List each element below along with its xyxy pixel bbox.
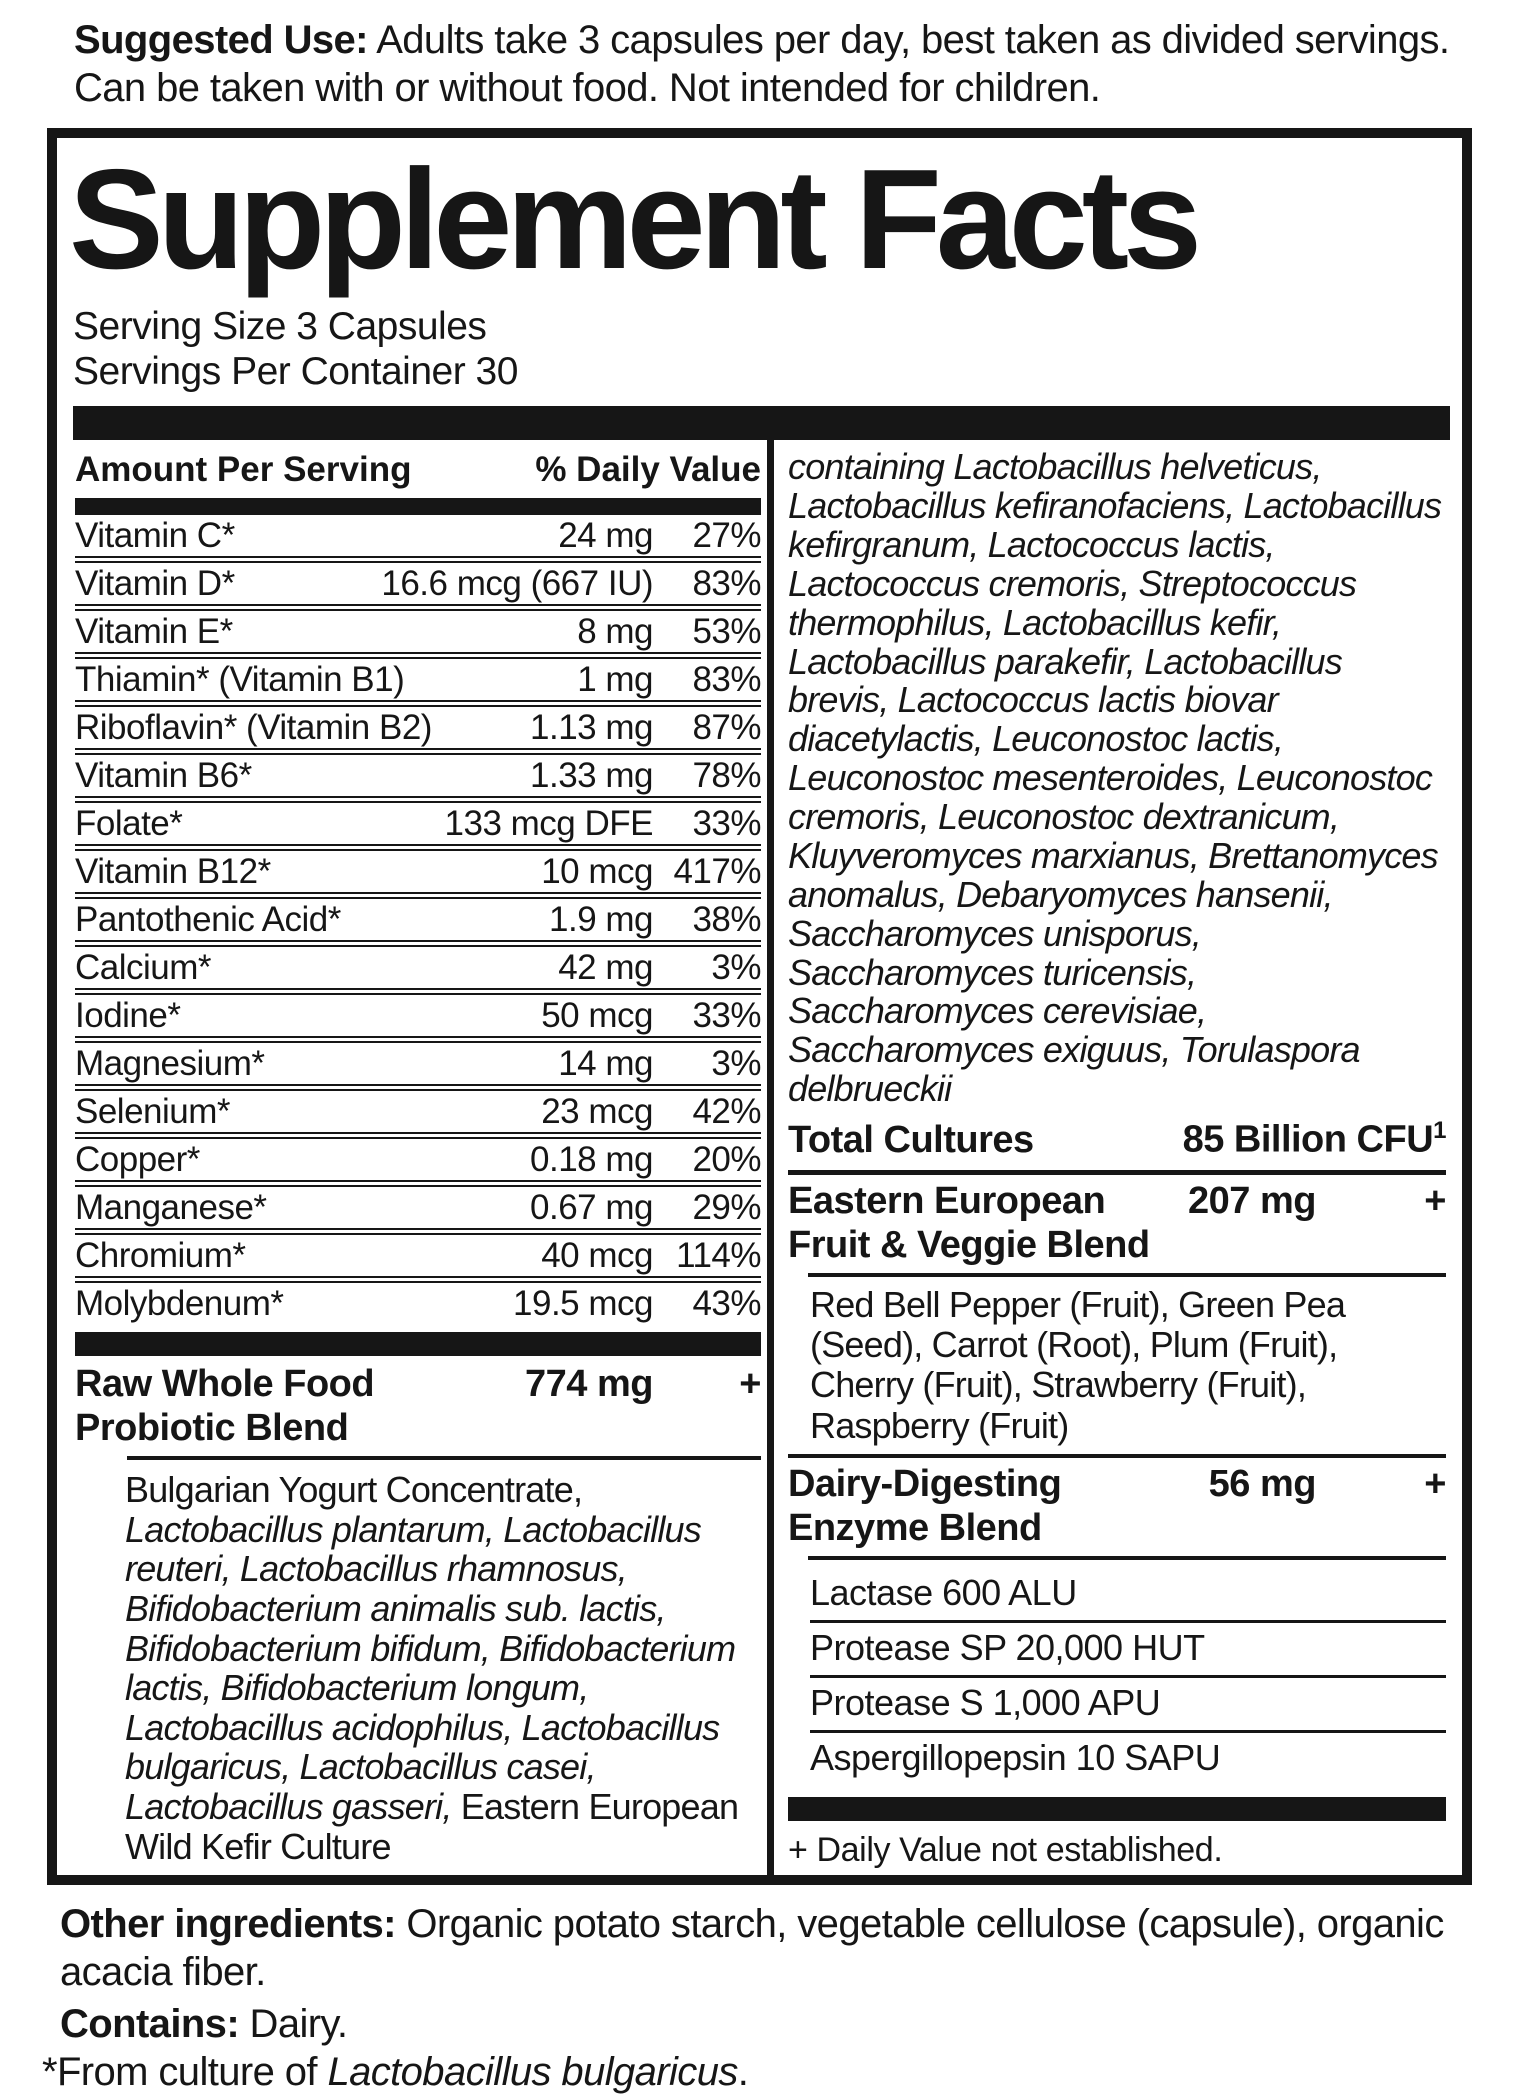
nutrient-name: Iodine* bbox=[75, 996, 181, 1036]
nutrient-row bbox=[75, 851, 761, 892]
nutrient-name: Molybdenum* bbox=[75, 1284, 284, 1324]
nutrient-name: Manganese* bbox=[75, 1188, 267, 1228]
probiotic-blend-dv: + bbox=[739, 1363, 761, 1406]
nutrient-dv: 114% bbox=[676, 1236, 761, 1276]
nutrient-row bbox=[75, 611, 761, 652]
fruit-veggie-blend-name bbox=[788, 1179, 1188, 1267]
culture-footnote bbox=[42, 2050, 748, 2095]
blend-name-line2: Enzyme Blend bbox=[788, 1507, 1042, 1550]
table-header bbox=[75, 440, 761, 498]
nutrient-dv: 83% bbox=[692, 660, 761, 700]
other-ingredients bbox=[60, 1900, 1460, 1996]
blend-underline bbox=[127, 1456, 761, 1460]
nutrient-dv: 29% bbox=[692, 1188, 761, 1228]
nutrient-name: Vitamin E* bbox=[75, 612, 233, 652]
contains-text: Dairy. bbox=[239, 2002, 348, 2046]
blend-name-line1: Eastern European bbox=[788, 1179, 1106, 1222]
amount-per-serving-header: Amount Per Serving bbox=[75, 450, 412, 490]
nutrient-dv: 42% bbox=[692, 1092, 761, 1132]
contains-label: Contains: bbox=[60, 2002, 240, 2046]
nutrient-amount: 1.9 mg bbox=[549, 900, 653, 940]
blend-name-line2: Probiotic Blend bbox=[75, 1407, 349, 1450]
fruit-veggie-ingredients: Red Bell Pepper (Fruit), Green Pea (Seed), Carrot (Root), Plum (Fruit), Cherry (Fruit), Strawberry (Fruit), Raspberry (Fruit) bbox=[810, 1283, 1346, 1446]
nutrient-amount: 0.18 mg bbox=[530, 1140, 653, 1180]
nutrient-name: Vitamin C* bbox=[75, 516, 235, 556]
enzyme-blend-amount: 56 mg bbox=[1208, 1463, 1316, 1506]
total-cultures-row bbox=[788, 1117, 1446, 1162]
probiotic-blend-amount: 774 mg bbox=[525, 1363, 653, 1406]
probiotic-ingredients bbox=[75, 1470, 761, 1866]
row-separator bbox=[75, 892, 761, 899]
row-separator bbox=[75, 556, 761, 563]
row-separator bbox=[75, 1132, 761, 1139]
containing-text: containing Lactobacillus helveticus, Lactobacillus kefiranofaciens, Lactobacillus kefirgranum, Lactococcus lactis, Lactococcus cremoris, Streptococcus thermophilus, Lactobacillus kefir, Lactobacillus parakefir, Lactobacillus brevis, Lactococcus lactis biovar diacetylactis, Leuconostoc lactis, Leuconostoc mesenteroides, Leuconostoc cremoris, Leuconostoc dextranicum, Kluyveromyces marxianus, Brettanomyces anomalus, Debaryomyces hansenii, Saccharomyces unisporus, Saccharomyces turicensis, Saccharomyces cerevisiae, Saccharomyces exiguus, Torulaspora delbrueckii bbox=[788, 446, 1442, 1110]
nutrient-name: Calcium* bbox=[75, 948, 212, 988]
nutrient-dv: 53% bbox=[692, 612, 761, 652]
row-separator bbox=[75, 1084, 761, 1091]
enzyme-item: Lactase 600 ALU bbox=[810, 1572, 1077, 1614]
nutrient-dv: 3% bbox=[711, 948, 761, 988]
fruit-veggie-blend-amount: 207 mg bbox=[1188, 1179, 1316, 1222]
footnote-divider-bar bbox=[788, 1797, 1446, 1821]
row-separator bbox=[75, 604, 761, 611]
total-cultures-rule bbox=[788, 1170, 1446, 1175]
nutrient-row bbox=[75, 707, 761, 748]
enzyme-list bbox=[788, 1568, 1446, 1785]
daily-value-header: % Daily Value bbox=[535, 450, 761, 490]
nutrient-dv: 33% bbox=[692, 996, 761, 1036]
nutrient-amount: 24 mg bbox=[558, 516, 653, 556]
enzyme-item: Aspergillopepsin 10 SAPU bbox=[810, 1737, 1221, 1779]
daily-value-footnote: + Daily Value not established. bbox=[788, 1831, 1223, 1870]
enzyme-blend-name bbox=[788, 1462, 1209, 1550]
nutrient-name: Vitamin B12* bbox=[75, 852, 271, 892]
nutrient-row bbox=[75, 1283, 761, 1324]
nutrient-row bbox=[75, 995, 761, 1036]
culture-footnote-species: Lactobacillus bulgaricus bbox=[327, 2050, 738, 2094]
nutrient-row bbox=[75, 1043, 761, 1084]
nutrient-name: Copper* bbox=[75, 1140, 200, 1180]
row-separator bbox=[75, 796, 761, 803]
nutrient-row bbox=[75, 1187, 761, 1228]
suggested-use bbox=[74, 16, 1524, 112]
row-separator bbox=[75, 988, 761, 995]
row-separator bbox=[75, 1228, 761, 1235]
row-separator bbox=[75, 940, 761, 947]
serving-size: Serving Size 3 Capsules bbox=[73, 304, 487, 348]
nutrient-amount: 42 mg bbox=[558, 948, 653, 988]
thick-divider-bar bbox=[73, 406, 1450, 440]
other-ingredients-label: Other ingredients: bbox=[60, 1902, 396, 1946]
nutrient-amount: 1 mg bbox=[577, 660, 653, 700]
nutrient-row bbox=[75, 659, 761, 700]
other-ingredients-text: Organic potato starch, vegetable cellulose (capsule), organic acacia fiber. bbox=[60, 1902, 1444, 1994]
nutrient-amount: 1.13 mg bbox=[530, 708, 653, 748]
nutrient-row bbox=[75, 899, 761, 940]
nutrient-dv: 38% bbox=[692, 900, 761, 940]
nutrient-amount: 50 mcg bbox=[541, 996, 653, 1036]
blend-divider-bar bbox=[75, 1332, 761, 1356]
enzyme-item: Protease S 1,000 APU bbox=[810, 1682, 1161, 1724]
blend-underline bbox=[808, 1556, 1446, 1560]
nutrient-row bbox=[75, 563, 761, 604]
panel-title: Supplement Facts bbox=[69, 140, 1197, 299]
nutrient-dv: 27% bbox=[692, 516, 761, 556]
probiotic-ingredients-lead: Bulgarian Yogurt Concentrate, bbox=[125, 1469, 583, 1511]
enzyme-blend-dv: + bbox=[1424, 1463, 1446, 1506]
right-column bbox=[767, 440, 1450, 1878]
row-separator bbox=[75, 1180, 761, 1187]
supplement-facts-panel bbox=[47, 128, 1472, 1885]
nutrient-row bbox=[75, 803, 761, 844]
nutrient-amount: 0.67 mg bbox=[530, 1188, 653, 1228]
blend-name-line1: Raw Whole Food bbox=[75, 1363, 375, 1406]
total-cultures-value: 85 Billion CFU$^1$ bbox=[1182, 1117, 1446, 1161]
nutrient-dv: 417% bbox=[673, 852, 761, 892]
nutrient-dv: 43% bbox=[692, 1284, 761, 1324]
nutrient-dv: 33% bbox=[692, 804, 761, 844]
nutrient-dv: 78% bbox=[692, 756, 761, 796]
servings-per-container: Servings Per Container 30 bbox=[73, 349, 518, 393]
nutrient-name: Magnesium* bbox=[75, 1044, 265, 1084]
contains-note bbox=[60, 2002, 347, 2047]
nutrient-amount: 16.6 mcg (667 IU) bbox=[381, 564, 653, 604]
probiotic-blend-header bbox=[75, 1362, 761, 1450]
nutrient-amount: 23 mcg bbox=[541, 1092, 653, 1132]
culture-footnote-suffix: . bbox=[737, 2050, 749, 2094]
nutrient-name: Vitamin B6* bbox=[75, 756, 252, 796]
nutrient-name: Pantothenic Acid* bbox=[75, 900, 341, 940]
nutrient-dv: 87% bbox=[692, 708, 761, 748]
enzyme-blend-header bbox=[788, 1462, 1446, 1550]
row-separator bbox=[75, 652, 761, 659]
nutrient-row bbox=[75, 1139, 761, 1180]
probiotic-ingredients-tail: Eastern European Wild Kefir Culture bbox=[125, 1786, 739, 1867]
nutrient-dv: 83% bbox=[692, 564, 761, 604]
blend-name-line2: Fruit & Veggie Blend bbox=[788, 1223, 1150, 1266]
nutrient-name: Folate* bbox=[75, 804, 183, 844]
nutrient-row bbox=[75, 947, 761, 988]
probiotic-blend-name bbox=[75, 1362, 525, 1450]
total-cultures-label: Total Cultures bbox=[788, 1118, 1034, 1161]
nutrient-row bbox=[75, 755, 761, 796]
culture-footnote-prefix: *From culture of bbox=[42, 2050, 328, 2094]
nutrient-name: Chromium* bbox=[75, 1236, 246, 1276]
nutrient-row bbox=[75, 1091, 761, 1132]
nutrient-amount: 1.33 mg bbox=[530, 756, 653, 796]
fruit-veggie-blend-dv: + bbox=[1424, 1179, 1446, 1222]
nutrient-name: Riboflavin* (Vitamin B2) bbox=[75, 708, 432, 748]
nutrient-table bbox=[75, 515, 761, 1324]
row-separator bbox=[75, 1036, 761, 1043]
suggested-use-text: Adults take 3 capsules per day, best taken as divided servings. Can be taken with or without food. Not intended for children. bbox=[74, 18, 1450, 110]
nutrient-amount: 40 mcg bbox=[541, 1236, 653, 1276]
fruit-veggie-blend-header bbox=[788, 1179, 1446, 1267]
nutrient-amount: 19.5 mcg bbox=[513, 1284, 653, 1324]
blend-name-line1: Dairy-Digesting bbox=[788, 1463, 1062, 1506]
nutrient-amount: 133 mcg DFE bbox=[444, 804, 653, 844]
row-separator bbox=[75, 700, 761, 707]
row-separator bbox=[75, 748, 761, 755]
row-separator bbox=[75, 1276, 761, 1283]
nutrient-row bbox=[75, 515, 761, 556]
total-cultures-superscript: 1 bbox=[1433, 1117, 1446, 1145]
nutrient-name: Thiamin* (Vitamin B1) bbox=[75, 660, 405, 700]
panel-columns bbox=[73, 440, 1450, 1878]
blend-underline bbox=[808, 1273, 1446, 1277]
row-separator bbox=[75, 844, 761, 851]
nutrient-amount: 10 mcg bbox=[541, 852, 653, 892]
nutrient-name: Selenium* bbox=[75, 1092, 231, 1132]
probiotic-ingredients-species: Lactobacillus plantarum, Lactobacillus reuteri, Lactobacillus rhamnosus, Bifidobacterium animalis sub. lactis, Bifidobacterium bifidum, Bifidobacterium lactis, Bifidobacterium longum, Lactobacillus acidophilus, Lactobacillus bulgaricus, Lactobacillus casei, Lactobacillus gasseri, bbox=[125, 1508, 736, 1828]
nutrient-amount: 8 mg bbox=[577, 612, 653, 652]
nutrient-row bbox=[75, 1235, 761, 1276]
header-divider-bar bbox=[75, 498, 761, 515]
enzyme-item: Protease SP 20,000 HUT bbox=[810, 1627, 1205, 1669]
nutrient-amount: 14 mg bbox=[558, 1044, 653, 1084]
fruit-veggie-rule bbox=[788, 1454, 1446, 1458]
left-column bbox=[73, 440, 767, 1878]
nutrient-name: Vitamin D* bbox=[75, 564, 235, 604]
suggested-use-label: Suggested Use: bbox=[74, 18, 368, 62]
nutrient-dv: 3% bbox=[711, 1044, 761, 1084]
nutrient-dv: 20% bbox=[692, 1140, 761, 1180]
